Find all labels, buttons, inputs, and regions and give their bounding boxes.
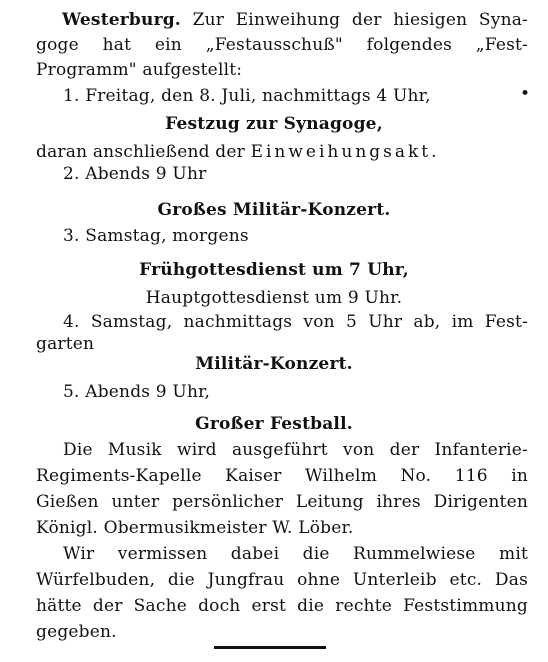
heading-hauptgottesdienst: Hauptgottesdienst um 9 Uhr. <box>145 288 403 308</box>
einweihungsakt-spaced: Einweihungsakt. <box>250 142 440 162</box>
intro-line-3: Programm" aufgestellt: <box>36 60 243 80</box>
program-item-5: 5. Abends 9 Uhr, <box>63 382 211 402</box>
music-line-2: Regiments-Kapelle Kaiser Wilhelm No. 116 in <box>36 466 528 486</box>
heading-festzug: Festzug zur Synagoge, <box>165 114 383 134</box>
music-line-3: Gießen unter persönlicher Leitung ihres Dirigenten <box>36 492 528 512</box>
heading-militaer-konzert-gross: Großes Militär-Konzert. <box>157 200 391 220</box>
program-item-4-line-1: 4. Samstag, nachmittags von 5 Uhr ab, im Fest- <box>63 312 528 332</box>
einweihung-line <box>36 142 440 162</box>
closing-rule <box>214 646 326 649</box>
intro-line-1 <box>62 10 528 30</box>
comment-line-4: gegeben. <box>36 622 117 642</box>
intro-line-1-rest: Zur Einweihung der hiesigen Syna- <box>192 10 528 30</box>
place-name: Westerburg. <box>62 10 181 30</box>
comment-line-1: Wir vermissen dabei die Rummelwiese mit <box>63 544 528 564</box>
program-item-1: 1. Freitag, den 8. Juli, nachmittags 4 Uhr, <box>63 86 431 106</box>
item-1-mark: • <box>520 84 531 104</box>
program-item-3: 3. Samstag, morgens <box>63 226 249 246</box>
program-item-4-line-2: garten <box>36 334 95 354</box>
comment-line-2: Würfelbuden, die Jungfrau ohne Unterleib etc. Das <box>36 570 528 590</box>
comment-line-3: hätte der Sache doch erst die rechte Feststimmung <box>36 596 528 616</box>
einweihung-prefix: daran anschließend der <box>36 142 245 162</box>
heading-fruehgottesdienst: Frühgottesdienst um 7 Uhr, <box>139 260 409 280</box>
program-item-2: 2. Abends 9 Uhr <box>63 164 207 184</box>
music-line-4: Königl. Obermusikmeister W. Löber. <box>36 518 354 538</box>
heading-militaer-konzert: Militär-Konzert. <box>195 354 353 374</box>
intro-line-2: goge hat ein „Festausschuß" folgendes „Fest- <box>36 35 528 55</box>
music-line-1: Die Musik wird ausgeführt von der Infanterie- <box>63 440 528 460</box>
heading-festball: Großer Festball. <box>195 414 353 434</box>
